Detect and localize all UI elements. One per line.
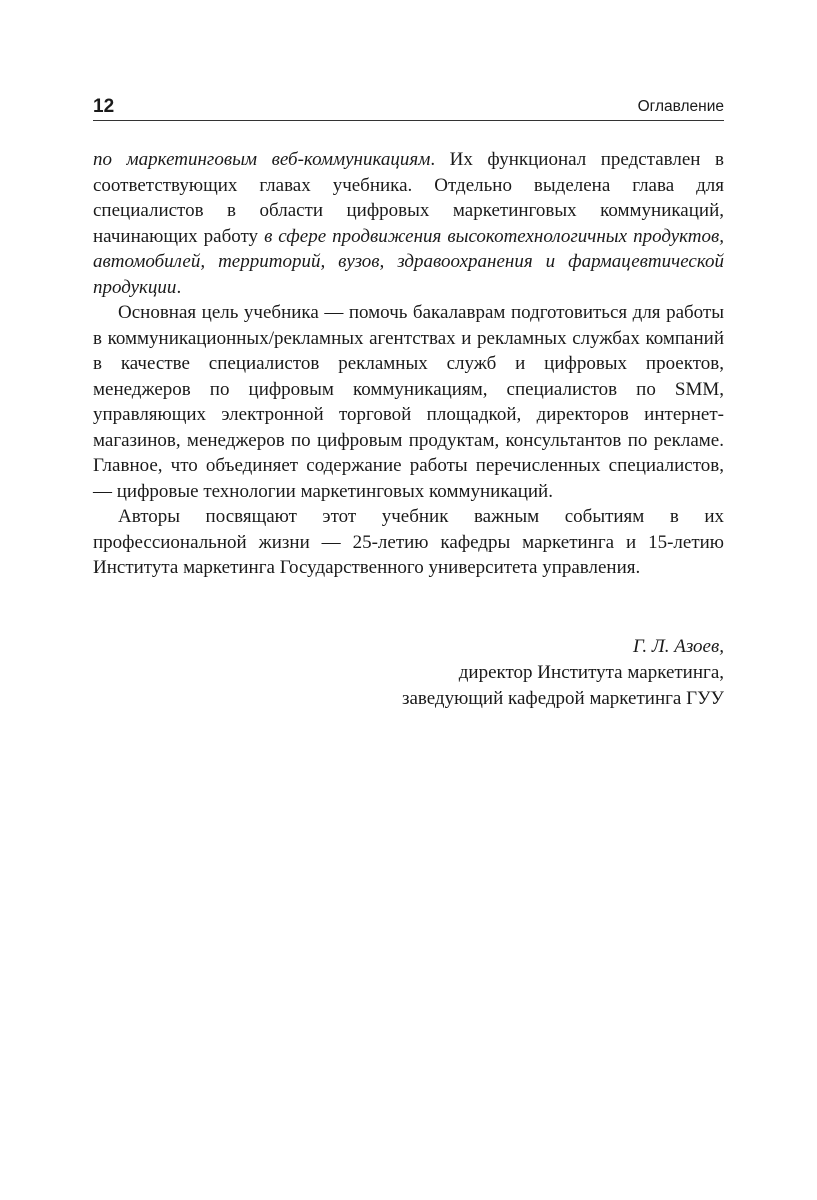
- running-head: [93, 96, 724, 121]
- author-name: Г. Л. Азоев,: [633, 636, 724, 657]
- section-title: Оглавление: [637, 98, 724, 115]
- italic-phrase: в сфере продвижения высокотехнологичных продуктов, автомобилей, территорий, вузов, здравоохранения и фармацевтической продукции: [93, 225, 724, 298]
- page-number: 12: [93, 96, 115, 117]
- paragraph-text: . Их функционал представлен в соответствующих главах учебника. Отдельно выделена глава для специалистов в области цифровых маркетинговых коммуникаций, начинающих работу: [93, 149, 724, 247]
- paragraph-3: Авторы посвящают этот учебник важным событиям в их профессиональной жизни — 25-летию кафедры маркетинга и 15-летию Института маркетинга Государственного университета управления.: [93, 506, 724, 578]
- signature-name: [93, 634, 724, 660]
- signature-position-1: директор Института маркетинга,: [458, 662, 724, 683]
- body-text: [93, 147, 724, 581]
- signature-block: [93, 634, 724, 712]
- paragraph-1: [93, 147, 724, 300]
- italic-phrase: по маркетинговым веб-коммуникациям: [93, 149, 431, 170]
- paragraph-2: Основная цель учебника — помочь бакалаврам подготовиться для работы в коммуникационных/рекламных агентствах и рекламных службах компаний в качестве специалистов рекламных служб и цифровых проектов, менеджеров по цифровым коммуникациям, специалистов по SMM, управляющих электронной торговой площадкой, директоров интернет-магазинов, менеджеров по цифровым продуктам, консультантов по рекламе. Главное, что объединяет содержание работы перечисленных специалистов, — цифровые технологии маркетинговых коммуникаций.: [93, 302, 724, 502]
- signature-position-2: заведующий кафедрой маркетинга ГУУ: [401, 688, 724, 709]
- paragraph-text: .: [176, 276, 182, 298]
